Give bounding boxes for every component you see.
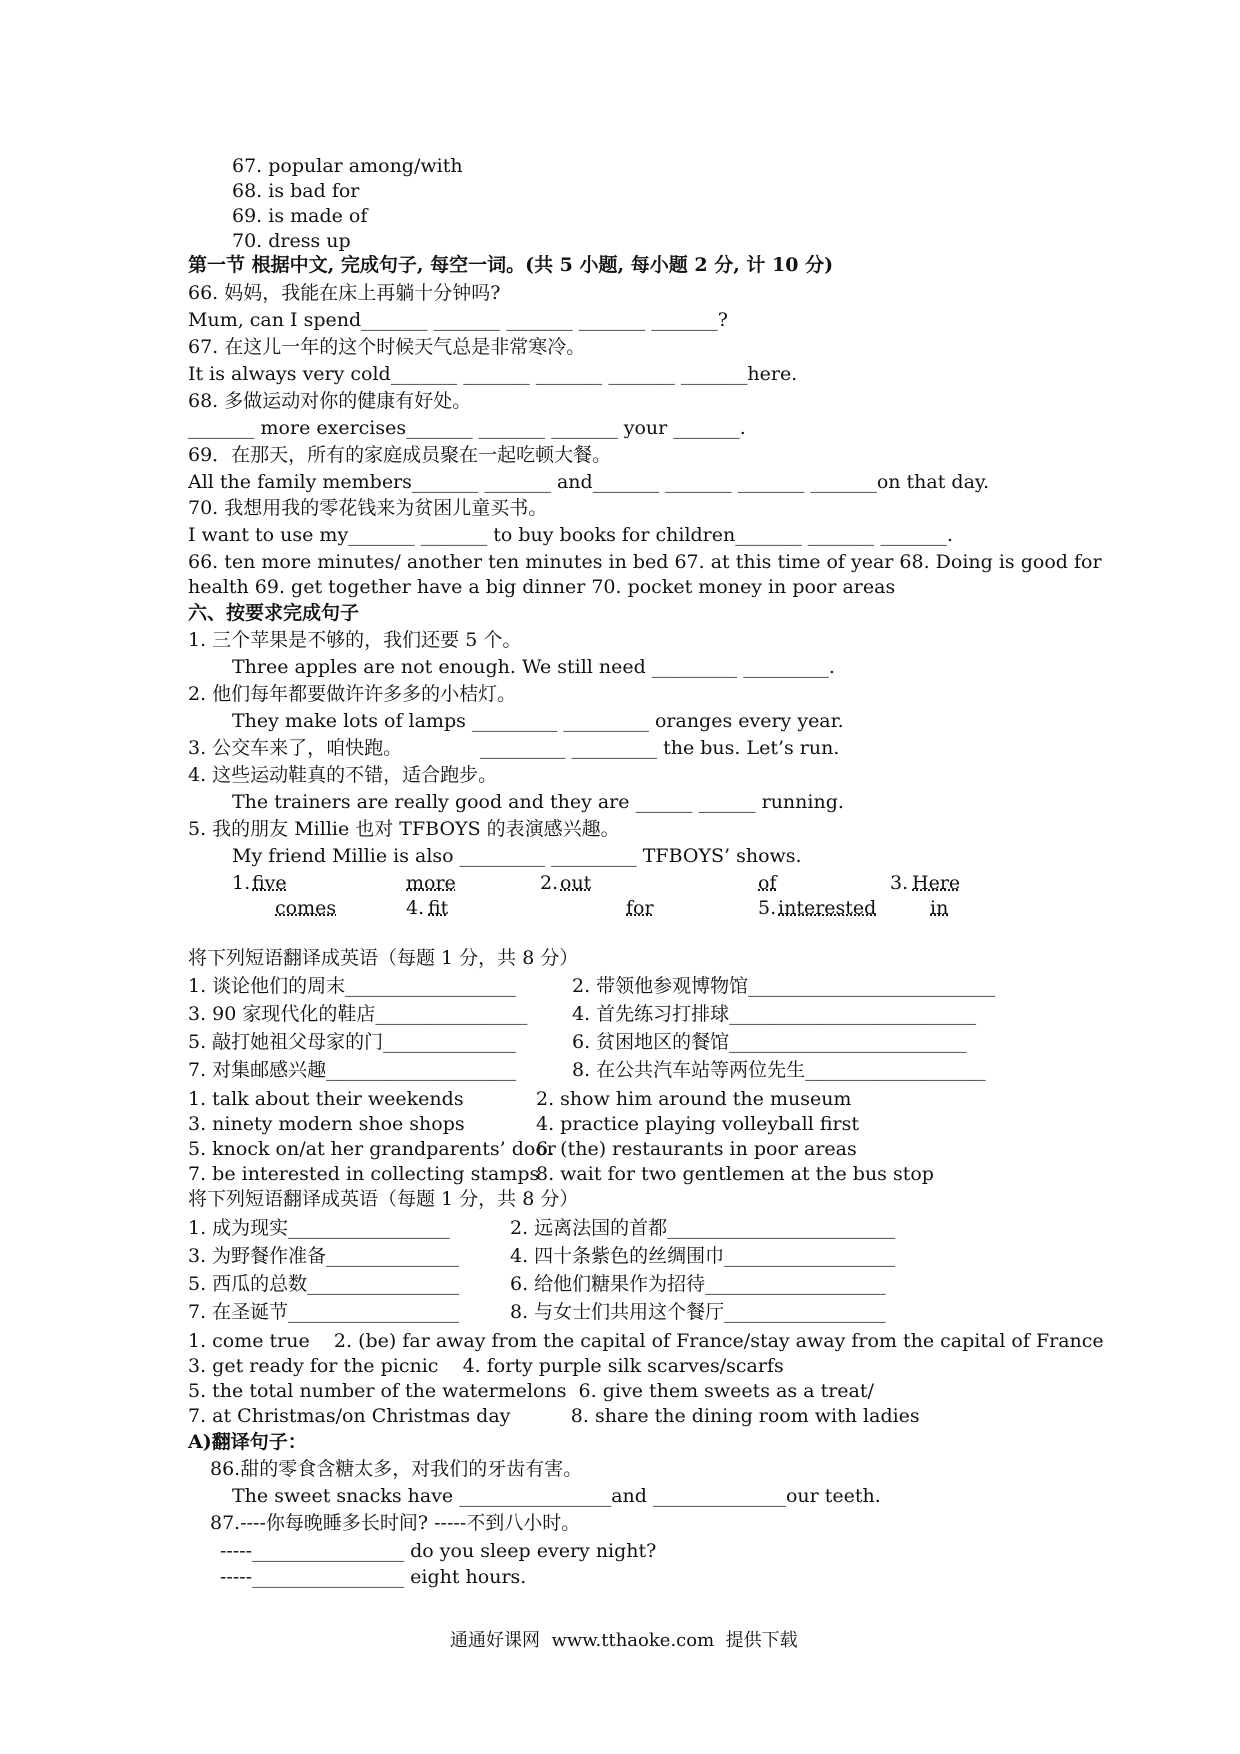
- question-zh: 87.----你每晚睡多长时间? -----不到八小时。: [210, 1512, 581, 1534]
- question-zh: 68. 多做运动对你的健康有好处。: [188, 390, 472, 412]
- question-zh: 69．在那天，所有的家庭成员聚在一起吃顿大餐。: [188, 444, 612, 466]
- answer-68: 68. is bad for: [232, 180, 360, 202]
- phrase-answer: 2. show him around the museum: [536, 1088, 852, 1110]
- phrase-answer: 5. the total number of the watermelons 6. give them sweets as a treat/: [188, 1380, 874, 1402]
- question-zh: 3. 公交车来了，咱快跑。: [188, 737, 403, 759]
- question-zh: 70. 我想用我的零花钱来为贫困儿童买书。: [188, 497, 548, 519]
- phrase-question: 3. 为野餐作准备______________: [188, 1245, 460, 1267]
- phrase-question: 8. 与女士们共用这个餐厅_________________: [510, 1301, 886, 1323]
- section1-heading: 第一节 根据中文, 完成句子, 每空一词。(共 5 小题, 每小题 2 分, 计 10 分): [188, 254, 834, 276]
- phrase-answer: 1. talk about their weekends: [188, 1088, 464, 1110]
- phrase-answer: 5. knock on/at her grandparents’ door: [188, 1138, 556, 1160]
- phrase-question: 5. 西瓜的总数________________: [188, 1273, 460, 1295]
- section6-heading: 六、按要求完成句子: [188, 602, 360, 624]
- answer-word: five: [252, 872, 287, 894]
- question-en: _________ _________ the bus. Let’s run.: [480, 737, 840, 759]
- phrase-question: 2. 远离法国的首都________________________: [510, 1217, 896, 1239]
- phrase-question: 6. 给他们糖果作为招待___________________: [510, 1273, 886, 1295]
- question-zh: 66. 妈妈，我能在床上再躺十分钟吗?: [188, 282, 501, 304]
- question-en: The trainers are really good and they are ______ ______ running.: [232, 791, 844, 813]
- answer-word: interested: [778, 897, 877, 919]
- question-zh: 5. 我的朋友 Millie 也对 TFBOYS 的表演感兴趣。: [188, 818, 620, 840]
- answer-70: 70. dress up: [232, 230, 351, 252]
- question-en: -----________________ do you sleep every night?: [220, 1540, 657, 1562]
- answer-word: out: [560, 872, 592, 894]
- phrase-question: 7. 对集邮感兴趣____________________: [188, 1059, 517, 1081]
- question-en: Mum, can I spend_______ _______ _______ _______ _______?: [188, 309, 728, 331]
- phrase-question: 1. 成为现实_________________: [188, 1217, 450, 1239]
- question-en: -----________________ eight hours.: [220, 1566, 527, 1588]
- phrase-question: 7. 在圣诞节__________________: [188, 1301, 460, 1323]
- phrase-answer: 7. at Christmas/on Christmas day 8. share the dining room with ladies: [188, 1405, 920, 1427]
- phrase-question: 6. 贫困地区的餐馆_________________________: [572, 1031, 967, 1053]
- answer-word: comes: [275, 897, 337, 919]
- translate2-heading: 将下列短语翻译成英语（每题 1 分，共 8 分）: [188, 1188, 579, 1210]
- answer-num: 5.: [758, 897, 777, 919]
- question-zh: 4. 这些运动鞋真的不错，适合跑步。: [188, 764, 498, 786]
- question-zh: 86.甜的零食含糖太多，对我们的牙齿有害。: [210, 1458, 583, 1480]
- phrase-question: 5. 敲打她祖父母家的门______________: [188, 1031, 517, 1053]
- question-en: My friend Millie is also _________ _________ TFBOYS’ shows.: [232, 845, 802, 867]
- answer-word: in: [930, 897, 949, 919]
- footer-source: 通通好课网 www.tthaoke.com 提供下载: [450, 1630, 798, 1651]
- answer-word: for: [626, 897, 654, 919]
- sectionA-heading: A)翻译句子：: [188, 1431, 307, 1453]
- answer-word: fit: [428, 897, 449, 919]
- question-zh: 67. 在这儿一年的这个时候天气总是非常寒冷。: [188, 336, 586, 358]
- answer-69: 69. is made of: [232, 205, 368, 227]
- question-en: Three apples are not enough. We still need _________ _________.: [232, 656, 835, 678]
- phrase-answer: 8. wait for two gentlemen at the bus stop: [536, 1163, 934, 1185]
- answer-word: Here: [912, 872, 961, 894]
- question-en: They make lots of lamps _________ _________ oranges every year.: [232, 710, 844, 732]
- phrase-answer: 1. come true 2. (be) far away from the capital of France/stay away from the capital of France: [188, 1330, 1104, 1352]
- phrase-answer: 7. be interested in collecting stamps: [188, 1163, 540, 1185]
- question-en: All the family members_______ _______ and_______ _______ _______ _______on that day.: [188, 471, 990, 493]
- answer-num: 2.: [540, 872, 559, 894]
- question-en: The sweet snacks have ________________and ______________our teeth.: [232, 1485, 881, 1507]
- question-zh: 1. 三个苹果是不够的，我们还要 5 个。: [188, 629, 522, 651]
- phrase-question: 1. 谈论他们的周末__________________: [188, 975, 517, 997]
- answer-num: 3.: [890, 872, 909, 894]
- phrase-answer: 4. practice playing volleyball first: [536, 1113, 859, 1135]
- answer-num: 4.: [406, 897, 425, 919]
- section1-answers: 66. ten more minutes/ another ten minutes in bed 67. at this time of year 68. Doing is good for: [188, 551, 1102, 573]
- phrase-question: 2. 带领他参观博物馆__________________________: [572, 975, 996, 997]
- answer-num: 1.: [232, 872, 251, 894]
- phrase-question: 8. 在公共汽车站等两位先生___________________: [572, 1059, 986, 1081]
- phrase-answer: 6. (the) restaurants in poor areas: [536, 1138, 857, 1160]
- phrase-answer: 3. get ready for the picnic 4. forty purple silk scarves/scarfs: [188, 1355, 784, 1377]
- answer-word: of: [758, 872, 777, 894]
- section1-answers: health 69. get together have a big dinner 70. pocket money in poor areas: [188, 576, 896, 598]
- phrase-question: 4. 四十条紫色的丝绸围巾__________________: [510, 1245, 896, 1267]
- phrase-question: 3. 90 家现代化的鞋店________________: [188, 1003, 528, 1025]
- question-zh: 2. 他们每年都要做许许多多的小桔灯。: [188, 683, 517, 705]
- question-en: I want to use my_______ _______ to buy books for children_______ _______ _______.: [188, 524, 953, 546]
- question-en: _______ more exercises_______ _______ _______ your _______.: [188, 417, 746, 439]
- answer-word: more: [406, 872, 456, 894]
- phrase-answer: 3. ninety modern shoe shops: [188, 1113, 465, 1135]
- phrase-question: 4. 首先练习打排球__________________________: [572, 1003, 977, 1025]
- answer-67: 67. popular among/with: [232, 155, 463, 177]
- translate1-heading: 将下列短语翻译成英语（每题 1 分，共 8 分）: [188, 947, 579, 969]
- question-en: It is always very cold_______ _______ _______ _______ _______here.: [188, 363, 798, 385]
